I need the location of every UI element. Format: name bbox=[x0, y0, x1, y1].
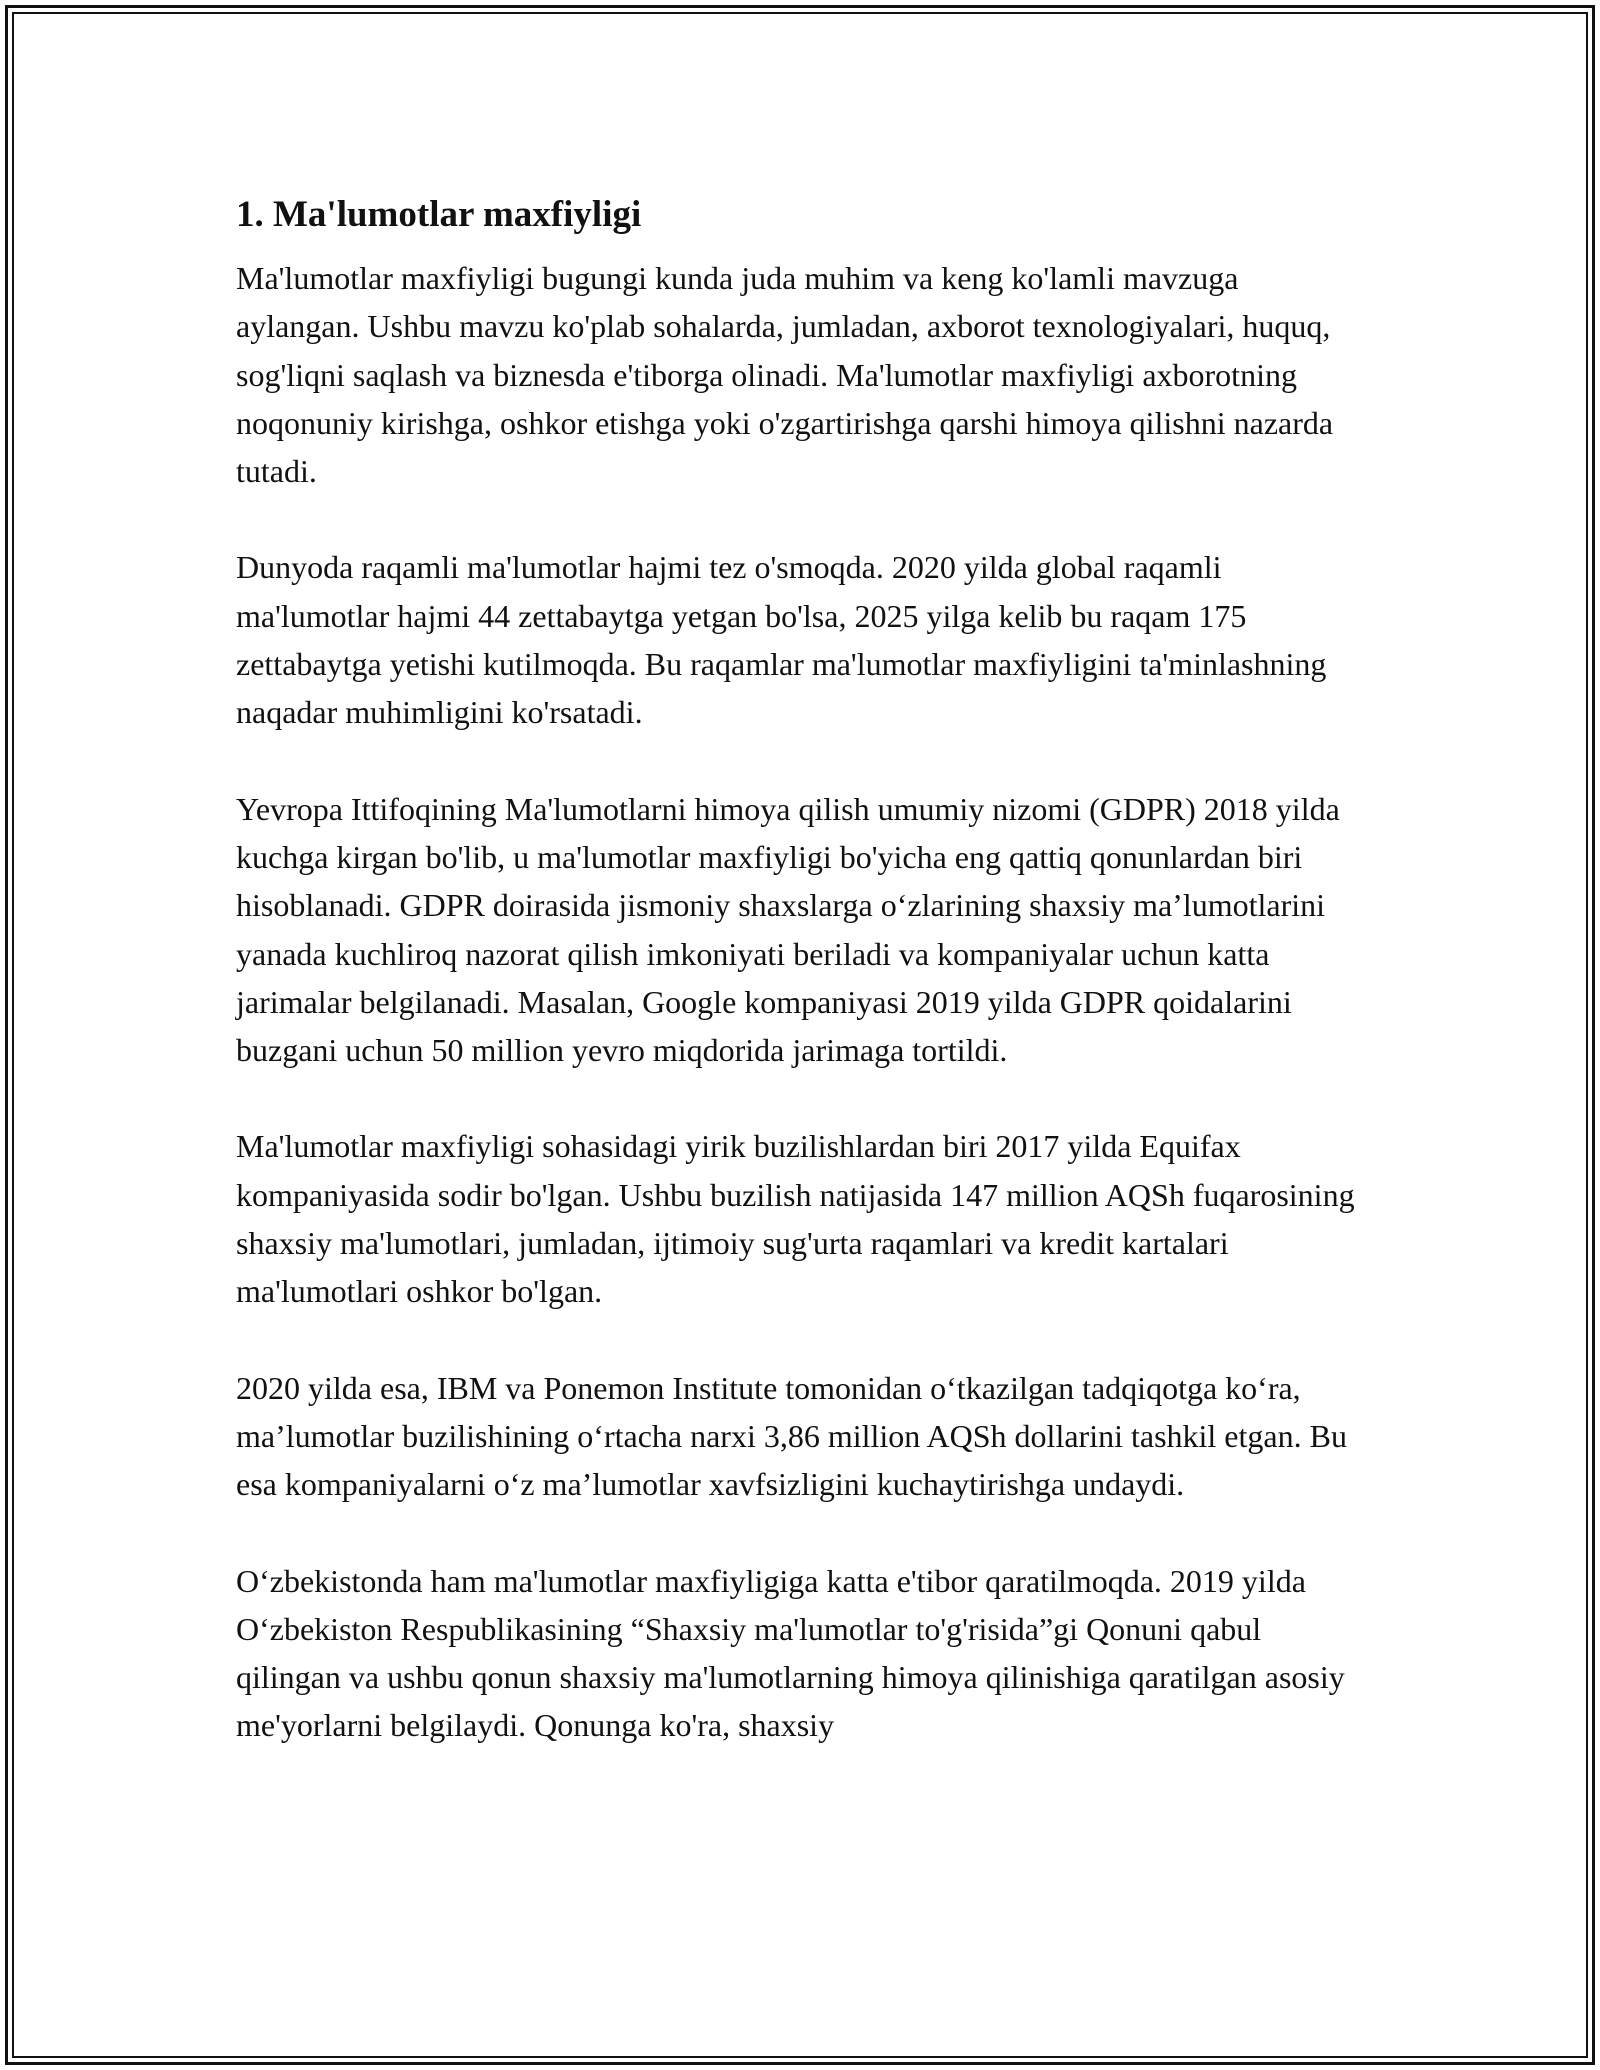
paragraph-data-growth: Dunyoda raqamli ma'lumotlar hajmi tez o'smoqda. 2020 yilda global raqamli ma'lumotlar hajmi 44 zettabaytga yetgan bo'lsa, 2025 yilga kelib bu raqam 175 zettabaytga yetishi kutilmoqda. Bu raqamlar ma'lumotlar maxfiyligini ta'minlashning naqadar muhimligini ko'rsatadi. bbox=[236, 549, 1327, 731]
paragraph-equifax: Ma'lumotlar maxfiyligi sohasidagi yirik buzilishlardan biri 2017 yilda Equifax kompaniyasida sodir bo'lgan. Ushbu buzilish natijasida 147 million AQSh fuqarosining shaxsiy ma'lumotlari, jumladan, ijtimoiy sug'urta raqamlari va kredit kartalari ma'lumotlari oshkor bo'lgan. bbox=[236, 1128, 1355, 1310]
paragraph-uzbekistan: O‘zbekistonda ham ma'lumotlar maxfiyligiga katta e'tibor qaratilmoqda. 2019 yilda O‘zbekiston Respublikasining “Shaxsiy ma'lumotlar to'g'risida”gi Qonuni qabul qilingan va ushbu qonun shaxsiy ma'lumotlarning himoya qilinishiga qaratilgan asosiy me'yorlarni belgilaydi. Qonunga ko'ra, shaxsiy bbox=[236, 1562, 1345, 1744]
paragraph-ibm-ponemon: 2020 yilda esa, IBM va Ponemon Institute tomonidan o‘tkazilgan tadqiqotga ko‘ra, ma’lumotlar buzilishining o‘rtacha narxi 3,86 million AQSh dollarini tashkil etgan. Bu esa kompaniyalarni o‘z ma’lumotlar xavfsizligini kuchaytirishga undaydi. bbox=[236, 1369, 1347, 1503]
paragraph-intro: Ma'lumotlar maxfiyligi bugungi kunda juda muhim va keng ko'lamli mavzuga aylangan. Ushbu mavzu ko'plab sohalarda, jumladan, axborot texnologiyalari, huquq, sog'liqni saqlash va biznesda e'tiborga olinadi. Ma'lumotlar maxfiyligi axborotning noqonuniy kirishga, oshkor etishga yoki o'zgartirishga qarshi himoya qilishni nazarda tutadi. bbox=[236, 260, 1334, 490]
document-body bbox=[236, 190, 1364, 1750]
section-heading: 1. Ma'lumotlar maxfiyligi bbox=[236, 194, 642, 235]
paragraph-gdpr: Yevropa Ittifoqining Ma'lumotlarni himoya qilish umumiy nizomi (GDPR) 2018 yilda kuchga kirgan bo'lib, u ma'lumotlar maxfiyligi bo'yicha eng qattiq qonunlardan biri hisoblanadi. GDPR doirasida jismoniy shaxslarga o‘zlarining shaxsiy ma’lumotlarini yanada kuchliroq nazorat qilish imkoniyati beriladi va kompaniyalar uchun katta jarimalar belgilanadi. Masalan, Google kompaniyasi 2019 yilda GDPR qoidalarini buzgani uchun 50 million yevro miqdorida jarimaga tortildi. bbox=[236, 790, 1340, 1069]
